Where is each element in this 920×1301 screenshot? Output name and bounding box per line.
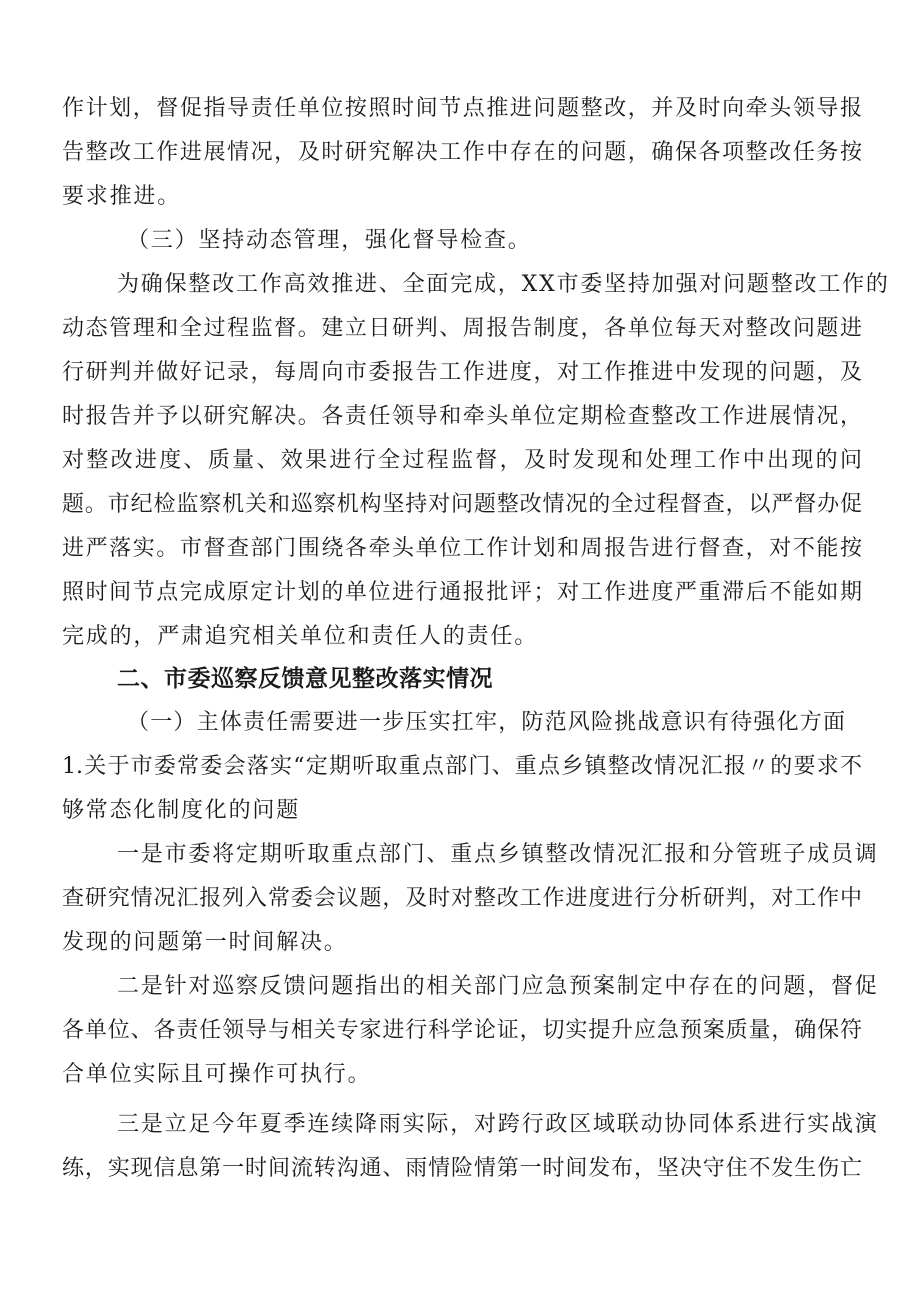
paragraph-line: 为确保整改工作高效推进、全面完成，XX市委坚持加强对问题整改工作的: [117, 272, 890, 297]
paragraph-line: 二是针对巡察反馈问题指出的相关部门应急预案制定中存在的问题，督促: [117, 974, 879, 999]
paragraph-line: 照时间节点完成原定计划的单位进行通报批评；对工作进度严重滞后不能如期: [62, 580, 862, 605]
paragraph-line: 要求推进。: [62, 184, 182, 209]
paragraph-line: 合单位实际且可操作可执行。: [62, 1062, 372, 1087]
paragraph-line: 一是市委将定期听取重点部门、重点乡镇整改情况汇报和分管班子成员调: [117, 842, 879, 867]
paragraph-line: 动态管理和全过程监督。建立日研判、周报告制度，各单位每天对整改问题进: [62, 316, 862, 341]
paragraph-line: 对整改进度、质量、效果进行全过程监督，及时发现和处理工作中出现的问: [62, 448, 862, 473]
paragraph-line: 练，实现信息第一时间流转沟通、雨情险情第一时间发布，坚决守住不发生伤亡: [62, 1156, 862, 1181]
chapter-heading: 二、市委巡察反馈意见整改落实情况: [117, 666, 493, 692]
paragraph-line: 完成的，严肃追究相关单位和责任人的责任。: [62, 624, 539, 649]
subsection-heading: （一）主体责任需要进一步压实扛牢，防范风险挑战意识有待强化方面: [127, 710, 847, 735]
paragraph-line: 时报告并予以研究解决。各责任领导和牵头单位定期检查整改工作进展情况，: [62, 404, 862, 429]
paragraph-line: 行研判并做好记录，每周向市委报告工作进度，对工作推进中发现的问题，及: [62, 360, 862, 385]
paragraph-line: 查研究情况汇报列入常委会议题，及时对整改工作进度进行分析研判，对工作中: [62, 886, 862, 911]
paragraph-line: 三是立足今年夏季连续降雨实际，对跨行政区域联动协同体系进行实战演: [117, 1112, 879, 1137]
paragraph-line: 告整改工作进展情况，及时研究解决工作中存在的问题，确保各项整改任务按: [62, 140, 862, 165]
paragraph-line: 题。市纪检监察机关和巡察机构坚持对问题整改情况的全过程督查，以严督办促: [62, 492, 862, 517]
paragraph-line: 作计划，督促指导责任单位按照时间节点推进问题整改，并及时向牵头领导报: [62, 96, 862, 121]
paragraph-line: 进严落实。市督查部门围绕各牵头单位工作计划和周报告进行督查，对不能按: [62, 536, 862, 561]
item-title-line: 1.关于市委常委会落实“定期听取重点部门、重点乡镇整改情况汇报〃的要求不: [62, 754, 862, 779]
paragraph-line: 发现的问题第一时间解决。: [62, 930, 348, 955]
item-title-line: 够常态化制度化的问题: [62, 798, 301, 823]
section-heading: （三）坚持动态管理，强化督导检查。: [127, 228, 532, 253]
paragraph-line: 各单位、各责任领导与相关专家进行科学论证，切实提升应急预案质量，确保符: [62, 1018, 862, 1043]
